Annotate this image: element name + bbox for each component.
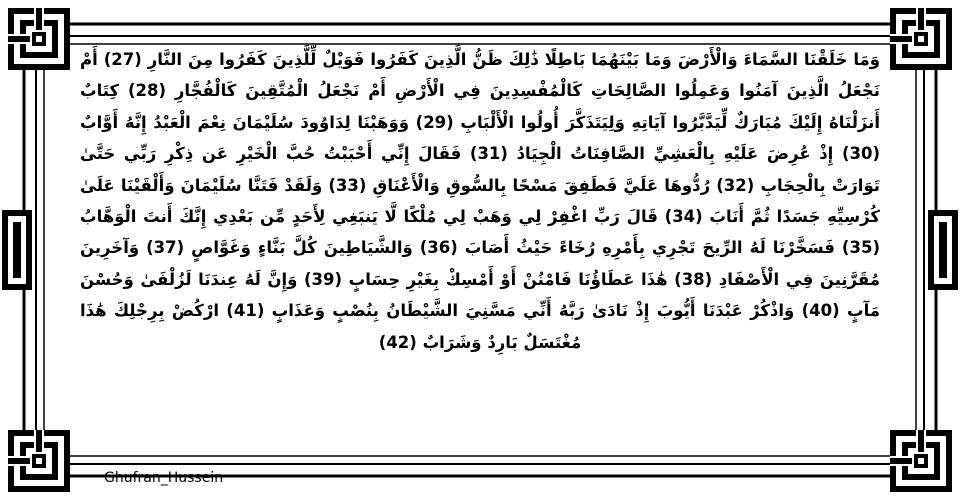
corner-ornament-top-right [890,8,952,70]
text-line: الصَّافِنَاتُ الْجِيَادُ (31) فَقَالَ إِنِّي أَحْبَبْتُ حُبَّ الْخَيْرِ عَن ذِكْرِ رَبِّي حَتَّىٰ تَوَارَتْ بِالْحِجَابِ [80,144,881,195]
text-line: وَمَا خَلَقْنَا السَّمَاءَ وَالْأَرْضَ وَمَا بَيْنَهُمَا بَاطِلًا ذَٰلِكَ ظَنُّ الَّذِينَ كَفَرُوا فَوَيْلٌ لِّلَّذِينَ كَفَرُوا [219,50,880,69]
quran-text-block [80,44,880,358]
corner-ornament-top-left [8,8,70,70]
text-line: الْأَلْبَابِ (29) وَوَهَبْنَا لِدَاوُودَ سُلَيْمَانَ نِعْمَ الْعَبْدُ إِنَّهُ أَوَّابٌ (30) إِذْ عُرِضَ عَلَيْهِ بِالْعَشِيِّ [80,112,881,164]
author-credit: Ghufran_Hussein [104,470,224,486]
text-line: نَجْعَلُ الْمُتَّقِينَ كَالْفُجَّارِ (28) كِتَابٌ أَنزَلْنَاهُ إِلَيْكَ مُبَارَكٌ لِّيَدَّبَّرُوا آيَاتِهِ وَلِيَتَذَكَّرَ أُولُوا [80,81,881,132]
text-line: مِنَ النَّارِ (27) أَمْ نَجْعَلُ الَّذِينَ آمَنُوا وَعَمِلُوا الصَّالِحَاتِ كَالْمُفْسِدِينَ فِي الْأَرْضِ أَمْ [80,50,880,101]
text-line: وَشَرَابٌ (42) [378,332,482,352]
text-line: وَالشَّيَاطِينَ كُلَّ بَنَّاءٍ وَغَوَّاصٍ (37) وَآخَرِينَ مُقَرَّنِينَ فِي الْأَصْفَادِ (38) هَٰذَا عَطَاؤُنَا فَامْنُنْ [80,238,880,289]
text-line: أَوْ أَمْسِكْ بِغَيْرِ حِسَابٍ (39) وَإِنَّ لَهُ عِندَنَا لَزُلْفَىٰ وَحُسْنَ مَآبٍ (40) وَاذْكُرْ عَبْدَنَا أَيُّوبَ [80,269,880,321]
text-line: إِنَّكَ أَنتَ الْوَهَّابُ (35) فَسَخَّرْنَا لَهُ الرِّيحَ تَجْرِي بِأَمْرِهِ رُخَاءً حَيْثُ أَصَابَ (36) [80,207,880,258]
text-line: (32) رُدُّوهَا عَلَيَّ فَطَفِقَ مَسْحًا بِالسُّوقِ وَالْأَعْنَاقِ (33) وَلَقَدْ فَتَنَّا سُلَيْمَانَ وَأَلْقَيْنَا عَلَىٰ [80,175,755,195]
text-line: كُرْسِيِّهِ جَسَدًا ثُمَّ أَنَابَ (34) قَالَ رَبِّ اغْفِرْ لِي وَهَبْ لِي مُلْكًا لَّا يَنبَغِي لِأَحَدٍ مِّن بَعْدِي [213,207,881,227]
text-line: إِذْ نَادَىٰ رَبَّهُ أَنِّي مَسَّنِيَ الشَّيْطَانُ بِنُصْبٍ وَعَذَابٍ (41) ارْكُضْ بِرِجْلِكَ هَٰذَا مُغْتَسَلٌ بَارِدٌ [80,301,650,352]
corner-ornament-bottom-right [890,430,952,492]
corner-ornament-bottom-left [8,430,70,492]
